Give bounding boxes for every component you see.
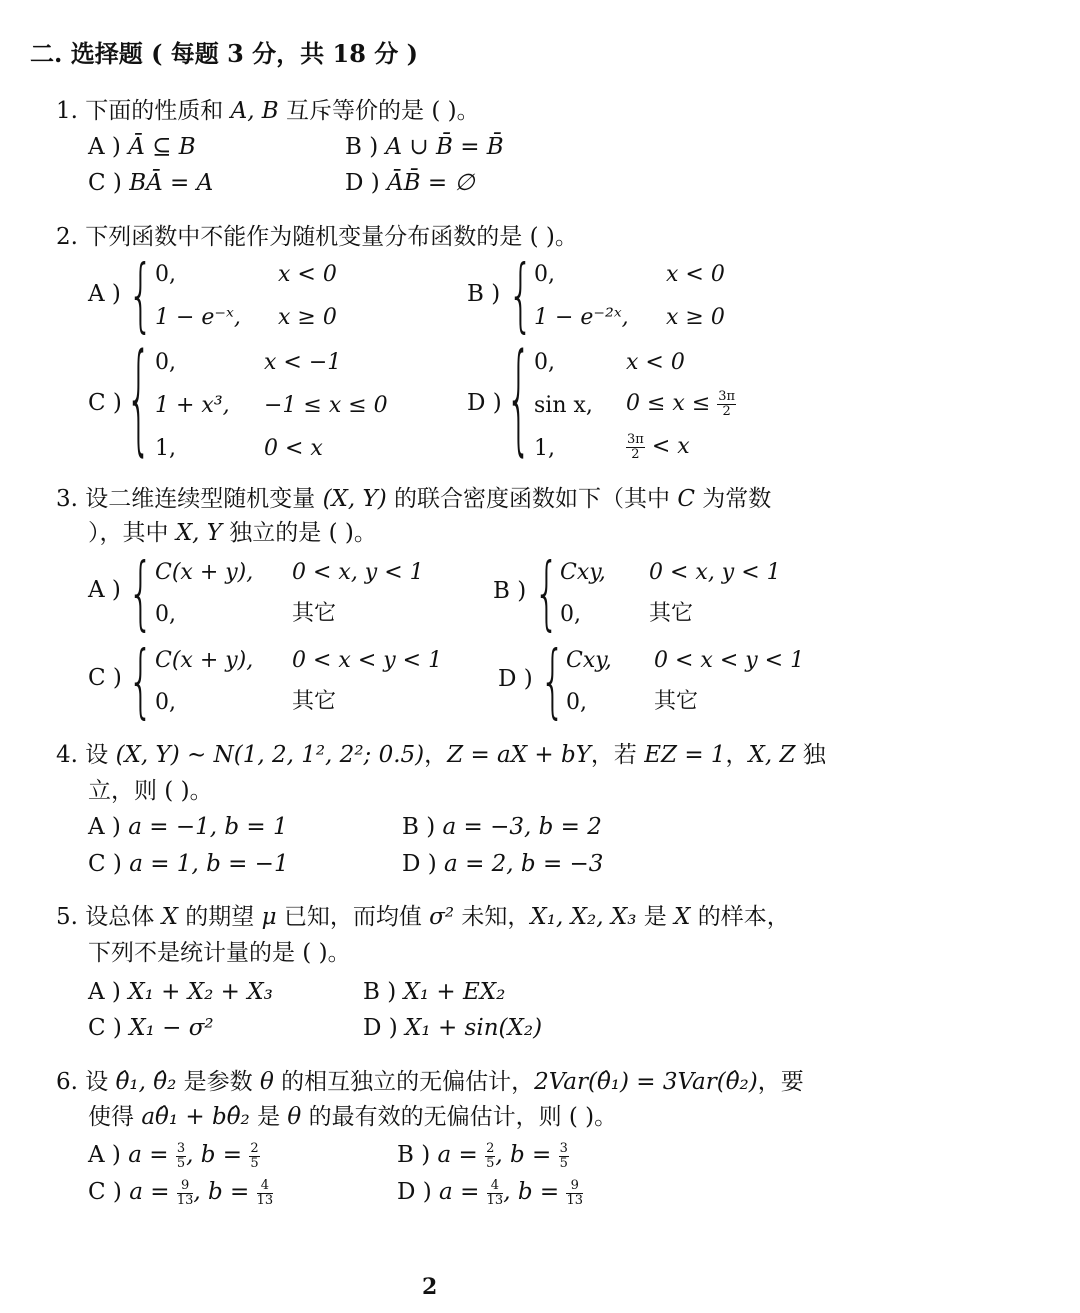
option-label: A ) — [88, 281, 121, 307]
stem-text: ， — [725, 742, 749, 768]
stem-math: X₁, X₂, X₃ — [530, 904, 637, 930]
piece-condition: x ≥ 0 — [666, 305, 725, 330]
piece-value: 1, — [534, 436, 555, 461]
stem-math: C — [677, 486, 695, 512]
stem-text: 设 — [85, 742, 116, 768]
frac-den: 13 — [256, 1192, 274, 1208]
option-label: D ) — [363, 1015, 398, 1041]
piece-value: 1 + x³, — [155, 393, 230, 418]
left-brace: { — [508, 250, 534, 342]
option-math: X₁ + EX₂ — [403, 979, 506, 1005]
option-label: B ) — [493, 578, 527, 604]
option-label: C ) — [88, 390, 122, 416]
stem-math: (X, Y) ∼ N(1, 2, 1², 2²; 0.5) — [115, 742, 425, 768]
section-title: 二. 选择题 ( 每题 3 分，共 18 分 ) — [30, 39, 419, 68]
stem-math: (X, Y) — [322, 486, 387, 512]
option-math: BĀ = A — [129, 170, 214, 196]
frac-num: 3 — [559, 1141, 568, 1156]
q6-option-a[interactable] — [88, 1142, 260, 1170]
piece-value: Cxy, — [566, 648, 612, 673]
question-2-stem — [56, 226, 578, 249]
piece-value: 0, — [560, 602, 581, 627]
fraction — [566, 1179, 583, 1207]
stem-text: 为常数 — [694, 486, 772, 512]
piece-condition: 0 < x, y < 1 — [292, 560, 424, 585]
stem-math: aθ̂₁ + bθ̂₂ — [141, 1104, 250, 1130]
option-label: A ) — [88, 814, 121, 840]
piece-value: 0, — [534, 262, 555, 287]
stem-math: X, Z — [748, 742, 796, 768]
piece-value: 0, — [155, 690, 176, 715]
piece-condition: −1 ≤ x ≤ 0 — [264, 393, 388, 418]
fraction — [487, 1179, 504, 1207]
option-math: , b = — [495, 1142, 559, 1169]
piece-value: 0, — [155, 350, 176, 375]
piece-condition: x < −1 — [264, 350, 342, 375]
frac-den: 5 — [559, 1155, 568, 1171]
page-number: 2 — [422, 1274, 438, 1300]
piece-condition: x ≥ 0 — [278, 305, 337, 330]
fraction — [176, 1142, 186, 1170]
option-label: C ) — [88, 851, 122, 877]
stem-math: EZ = 1 — [644, 742, 726, 768]
option-math: X₁ − σ² — [129, 1015, 214, 1041]
frac-num: 2 — [250, 1141, 259, 1156]
stem-text: ），其中 — [88, 520, 176, 546]
fraction — [717, 390, 736, 418]
stem-text: 设 — [85, 1069, 116, 1095]
fraction — [559, 1142, 569, 1170]
question-4-stem-line2: 立，则 ( )。 — [88, 778, 213, 804]
left-brace: { — [540, 636, 566, 728]
option-math: , b = — [193, 1179, 257, 1206]
stem-text: 是参数 — [176, 1069, 260, 1095]
option-label: B ) — [397, 1142, 431, 1169]
question-3-stem-line2 — [88, 522, 377, 545]
stem-math: σ² — [429, 904, 455, 930]
option-label: B ) — [467, 281, 501, 307]
piece-value: 1 − e⁻ˣ, — [155, 305, 241, 330]
option-label: D ) — [345, 170, 380, 196]
piece-value: sin x, — [534, 393, 593, 418]
q6-option-c[interactable] — [88, 1179, 273, 1207]
condition-text: 0 ≤ x ≤ — [626, 391, 711, 417]
stem-text: 互斥等价的是 ( )。 — [278, 98, 480, 124]
option-label: D ) — [498, 666, 533, 692]
question-3-stem-line1 — [56, 488, 771, 511]
option-math: Ā ⊆ B — [128, 134, 196, 160]
frac-num: 4 — [487, 1179, 504, 1194]
fraction — [257, 1179, 274, 1207]
question-number: 6. — [56, 1069, 78, 1095]
question-4-stem-line1 — [56, 744, 826, 767]
question-6-stem-line1 — [56, 1071, 804, 1094]
option-math: a = −3, b = 2 — [442, 814, 602, 840]
frac-num: 3 — [176, 1141, 186, 1156]
stem-text: 的相互独立的无偏估计， — [273, 1069, 535, 1095]
frac-den: 13 — [566, 1192, 583, 1208]
piece-value: 1, — [155, 436, 176, 461]
stem-text: 设总体 — [85, 904, 162, 930]
q4-option-a[interactable] — [88, 816, 288, 839]
question-6-stem-line2 — [88, 1106, 617, 1129]
stem-text: 设二维连续型随机变量 — [85, 486, 323, 512]
option-label: B ) — [402, 814, 436, 840]
stem-text: 已知，而均值 — [276, 904, 430, 930]
question-number: 5. — [56, 904, 78, 930]
piece-condition — [626, 390, 736, 418]
frac-num: 3π — [718, 389, 736, 404]
option-label: D ) — [397, 1179, 432, 1206]
piece-condition — [626, 433, 690, 461]
option-math: a = — [129, 1179, 177, 1206]
piece-condition: 0 < x — [264, 436, 323, 461]
question-number: 4. — [56, 742, 78, 768]
q1-option-c[interactable] — [88, 172, 213, 195]
stem-math: θ̂₁, θ̂₂ — [115, 1069, 177, 1095]
stem-math: 2Var(θ̂₁) = 3Var(θ̂₂) — [534, 1069, 758, 1095]
stem-math: X — [161, 904, 178, 930]
option-math: a = 1, b = −1 — [129, 851, 289, 877]
condition-text: < x — [651, 434, 690, 460]
stem-text: 未知， — [454, 904, 531, 930]
q4-option-c[interactable] — [88, 853, 289, 876]
option-label: A ) — [88, 577, 121, 603]
stem-text: ，若 — [590, 742, 645, 768]
piece-condition: x < 0 — [278, 262, 337, 287]
q5-option-c[interactable] — [88, 1017, 214, 1040]
stem-text: 独立的是 ( )。 — [222, 520, 377, 546]
option-math: , b = — [186, 1142, 250, 1169]
option-math: a = −1, b = 1 — [128, 814, 288, 840]
piece-condition: 其它 — [649, 601, 694, 626]
stem-math: X, Y — [175, 520, 222, 546]
option-label: D ) — [467, 390, 502, 416]
piece-value: 0, — [534, 350, 555, 375]
stem-text: 是 — [636, 904, 675, 930]
stem-text: ，要 — [757, 1069, 804, 1095]
frac-den: 2 — [631, 446, 640, 462]
piece-condition: 0 < x, y < 1 — [649, 560, 781, 585]
piece-value: C(x + y), — [155, 560, 254, 585]
frac-num: 3π — [627, 432, 644, 447]
q4-option-b[interactable] — [402, 816, 602, 839]
option-math: , b = — [503, 1179, 567, 1206]
frac-num: 9 — [566, 1179, 583, 1194]
option-label: A ) — [88, 979, 121, 1005]
frac-den: 5 — [486, 1155, 495, 1171]
q1-option-a[interactable] — [88, 136, 196, 159]
q5-option-d[interactable] — [363, 1017, 542, 1040]
piece-condition: 其它 — [654, 689, 699, 714]
q6-option-b[interactable] — [397, 1142, 569, 1170]
stem-text: 的联合密度函数如下（其中 — [386, 486, 678, 512]
option-label: C ) — [88, 1179, 122, 1206]
piece-condition: 0 < x < y < 1 — [292, 648, 443, 673]
option-label: B ) — [345, 134, 379, 160]
left-brace: { — [128, 636, 154, 728]
fraction — [485, 1142, 495, 1170]
stem-math: X — [674, 904, 691, 930]
q6-option-d[interactable] — [397, 1179, 583, 1207]
question-5-stem-line2: 下列不是统计量的是 ( )。 — [88, 940, 351, 966]
stem-math: θ — [287, 1104, 302, 1130]
stem-text: 下面的性质和 — [85, 98, 231, 124]
q5-option-b[interactable] — [363, 981, 505, 1004]
stem-text: 独 — [795, 742, 826, 768]
frac-den: 13 — [176, 1192, 194, 1208]
piece-value: 0, — [155, 602, 176, 627]
option-math: X₁ + X₂ + X₃ — [128, 979, 273, 1005]
stem-text: 的最有效的无偏估计，则 ( )。 — [301, 1104, 618, 1130]
fraction — [626, 433, 645, 461]
stem-math: Z = aX + bY — [447, 742, 591, 768]
option-math: a = — [437, 1142, 486, 1169]
option-label: C ) — [88, 170, 122, 196]
option-label: A ) — [88, 134, 121, 160]
fraction — [177, 1179, 194, 1207]
option-label: A ) — [88, 1142, 121, 1169]
left-brace: { — [126, 331, 152, 469]
frac-den: 5 — [176, 1155, 186, 1171]
stem-text: 是 — [249, 1104, 288, 1130]
q1-option-b[interactable] — [345, 136, 504, 159]
piece-condition: 其它 — [292, 689, 337, 714]
frac-num: 2 — [486, 1141, 495, 1156]
stem-text: 下列函数中不能作为随机变量分布函数的是 ( )。 — [85, 224, 578, 250]
frac-num: 9 — [177, 1179, 194, 1194]
stem-math: θ — [259, 1069, 274, 1095]
piece-value: C(x + y), — [155, 648, 254, 673]
q1-option-d[interactable] — [345, 172, 475, 195]
stem-text: 使得 — [88, 1104, 142, 1130]
stem-text: ， — [424, 742, 448, 768]
piece-value: 1 − e⁻²ˣ, — [534, 305, 629, 330]
left-brace: { — [128, 250, 154, 342]
option-math: a = — [128, 1142, 176, 1169]
q4-option-d[interactable] — [402, 853, 603, 876]
option-label: C ) — [88, 665, 122, 691]
stem-math: μ — [261, 904, 277, 930]
question-number: 2. — [56, 224, 78, 250]
piece-condition: x < 0 — [626, 350, 685, 375]
stem-text: 的样本， — [690, 904, 790, 930]
piece-condition: 其它 — [292, 601, 337, 626]
left-brace: { — [534, 548, 560, 640]
frac-num: 4 — [257, 1179, 274, 1194]
option-label: C ) — [88, 1015, 122, 1041]
fraction — [249, 1142, 259, 1170]
stem-text: 的期望 — [177, 904, 262, 930]
left-brace: { — [506, 331, 532, 469]
piece-value: 0, — [566, 690, 587, 715]
frac-den: 13 — [486, 1192, 504, 1208]
q5-option-a[interactable] — [88, 981, 273, 1004]
frac-den: 2 — [722, 403, 731, 419]
piece-condition: 0 < x < y < 1 — [654, 648, 805, 673]
option-math: ĀB̄ = ∅ — [387, 170, 475, 196]
option-math: a = 2, b = −3 — [444, 851, 604, 877]
option-math: A ∪ B̄ = B̄ — [385, 134, 504, 160]
question-1-stem — [56, 100, 480, 123]
question-5-stem-line1 — [56, 906, 790, 929]
left-brace: { — [128, 548, 154, 640]
option-math: X₁ + sin(X₂) — [405, 1015, 543, 1041]
piece-value: Cxy, — [560, 560, 606, 585]
stem-math: A, B — [230, 98, 279, 124]
frac-den: 5 — [250, 1155, 259, 1171]
piece-condition: x < 0 — [666, 262, 725, 287]
question-number: 1. — [56, 98, 78, 124]
option-label: D ) — [402, 851, 437, 877]
option-math: a = — [439, 1179, 487, 1206]
question-number: 3. — [56, 486, 78, 512]
piece-value: 0, — [155, 262, 176, 287]
option-label: B ) — [363, 979, 397, 1005]
